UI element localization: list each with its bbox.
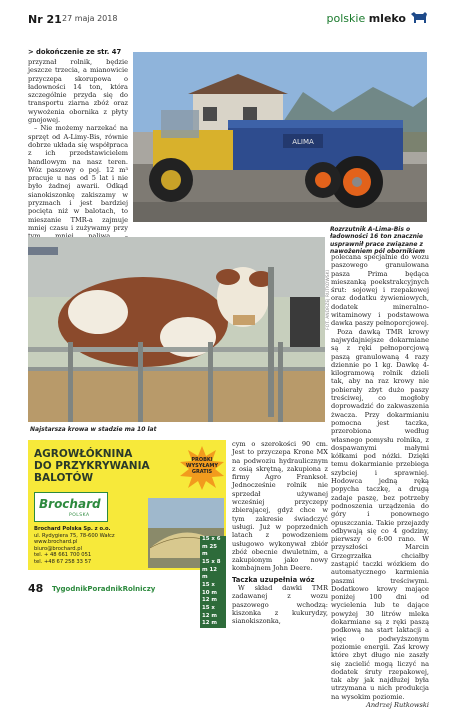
pub-part: Rolniczy <box>122 585 156 593</box>
brand-prefix: polskie <box>326 12 366 25</box>
cow-photo <box>28 237 325 422</box>
issue-number: Nr 21 <box>28 13 62 26</box>
brand-subtitle: POLSKA <box>69 513 90 518</box>
article-column-right <box>331 253 429 709</box>
paragraph: W skład dawki TMR zadawanej z wozu paszowego wchodzą: kiszonka z kukurydzy, sianokiszonka, <box>232 584 328 626</box>
svg-text:ALIMA: ALIMA <box>292 138 314 146</box>
paragraph: polecana specjalnie do wozu paszowego granulowana pasza Prima będąca mieszanką poekstrakcyjnych śrut: sojowej i rzepakowej oraz dodatku żywieniowych, dodatek mineralno-witaminowy i podstawowa dawka paszy pełnoporcjowej. <box>331 253 429 328</box>
cow-caption: Najstarsza krowa w stadzie ma 10 lat <box>30 426 157 433</box>
paragraph: przyznał rolnik, będzie jeszcze trzecia, a mianowicie przyczepa skorupowa o ładowności 14 ton, która szczególnie przyda się do transportu ziarna zbóż oraz wywożenia obornika z płyty gnojowej. <box>28 58 128 125</box>
section-subheading: Taczka uzupełnia wóz <box>232 575 315 584</box>
company-web-link[interactable]: www.brochard.pl <box>34 539 78 546</box>
paragraph: Poza dawką TMR krowy najwydajniejsze dokarmiane są z ręki pełnoporcjową paszą granulowaną 4 razy dziennie po 1 kg. Dawkę 4-kilogramową rolnik dzieli tak, aby na raz krowy nie pobierały zbyt dużo paszy treściwej, co mogłoby doprowadzić do zakwaszenia żwacza. Przy dokarmianiu pomocna jest taczka, przerobiona według własnego pomysłu rolnika, z dospawanymi małymi kółkami pod nóżki. Dzięki temu dokarmianie przebiega szybciej i sprawniej. Hodowca jedną ręką popycha taczkę, a drugą zadaje paszę, bez potrzeby podnoszenia urządzenia do góry i ponownego opuszczania. Takie przejazdy odbywają się co 4 godziny, pierwszy o 6:00 rano. W przyszłości Marcin Grzegrzałka chciałby zastąpić taczki wózkiem do automatycznego karmienia paszmi treściwymi. Dodatkowo krowy mające poniżej 100 dni od wycielenia lub te dające powyżej 30 litrów mleka dokarmiane są z ręki paszą podkową na start laktacji a więc o podwyższonym poziomie energii. Zaś krowy które zbyt długo nie zaszły się zacielić mogą liczyć na dodatek śruty rzepakowej, tak aby jak najdłużej była utrzymana u nich produkcja na wysokim poziomie. <box>331 327 429 701</box>
ad-burst-text: PROBKI WYSYŁAMY GRATIS <box>185 457 219 475</box>
company-name: Brochard Polska Sp. z o.o. <box>34 526 111 532</box>
ad-headline-line: AGROWŁÓKNINA <box>34 448 133 460</box>
brand-name: Brochard <box>39 497 101 511</box>
issue-date: 27 maja 2018 <box>62 14 118 23</box>
company-phone[interactable]: tel. +48 67 258 33 57 <box>34 558 92 565</box>
paragraph: – Nie możemy narzekać na sprzęt od A-Limy-Bis, równie dobrze układa się współpraca z ich przedstawicielem handlowym na nasz teren. Wóz paszowy o poj. 12 m³ pracuje u nas od 5 lat i nie było żadnej awarii. Odkąd sianokiszonkę zakiszamy w pryzmach i jest bardziej pocięta niż w balotach, to mieszanie TMR-a zajmuje mniej czasu i zużywamy przy <box>28 124 128 232</box>
continued-from: > dokończenie ze str. 47 <box>28 48 122 56</box>
ad-contact <box>34 526 115 566</box>
brochard-logo <box>34 492 108 522</box>
size-item: 15 x 6 m 25 m <box>200 536 226 559</box>
page-header <box>0 0 454 42</box>
page-number: 48 <box>28 582 44 595</box>
ad-headline-line: BALOTÓW <box>34 472 94 484</box>
company-address: ul. Rydygiera 75, 78-600 Wałcz <box>34 532 115 539</box>
author-signature: Andrzej Rutkowski <box>366 701 429 709</box>
company-phone[interactable]: tel. + 48 661 700 051 <box>34 552 92 559</box>
page-footer <box>0 575 454 600</box>
article-column-left <box>28 58 128 232</box>
pub-part: Tygodnik <box>52 585 88 593</box>
tractor-caption: Rozrzutnik A-Lima-Bis o ładowności 16 ton znacznie usprawnił prace związane z nawożeniem pól obornikiem <box>330 226 426 255</box>
size-item: 15 x 10 m 12 m <box>200 582 226 605</box>
paragraph: cym o szerokości 90 cm. Jest to przyczepa Krone MX na podwoziu hydraulicznym z osią skrętną, zakupiona z firmy Agro Franksoł. Jednocześnie rolnik nie sprzedał używanej wcześniej przyczepy zbierającej, gdyż chce w tym zakresie świadczyć usługi. Już w poprzednich latach z powodzeniem usługowo wykonywał zbiór zbóż obecnie dwuletnim, a zakupionym jako nowy kombajnem John Deere. <box>232 440 328 573</box>
photo-credit: FOT. ANDRZEJ RUTKOWSKI <box>326 270 331 330</box>
article-column-middle <box>232 440 328 626</box>
size-item: 15 x 12 m 12 m <box>200 605 226 628</box>
ad-headline-line: DO PRZYKRYWANIA <box>34 460 150 472</box>
ad-headline <box>34 448 150 484</box>
tractor-photo <box>133 52 427 222</box>
brand-main: mleko <box>368 12 406 25</box>
pub-part: Poradnik <box>87 585 123 593</box>
cow-logo-icon <box>410 10 428 26</box>
publication-name <box>52 585 155 593</box>
section-brand <box>327 12 406 25</box>
size-item: 15 x 8 m 12 m <box>200 559 226 582</box>
company-email-link[interactable]: biuro@brochard.pl <box>34 545 82 552</box>
